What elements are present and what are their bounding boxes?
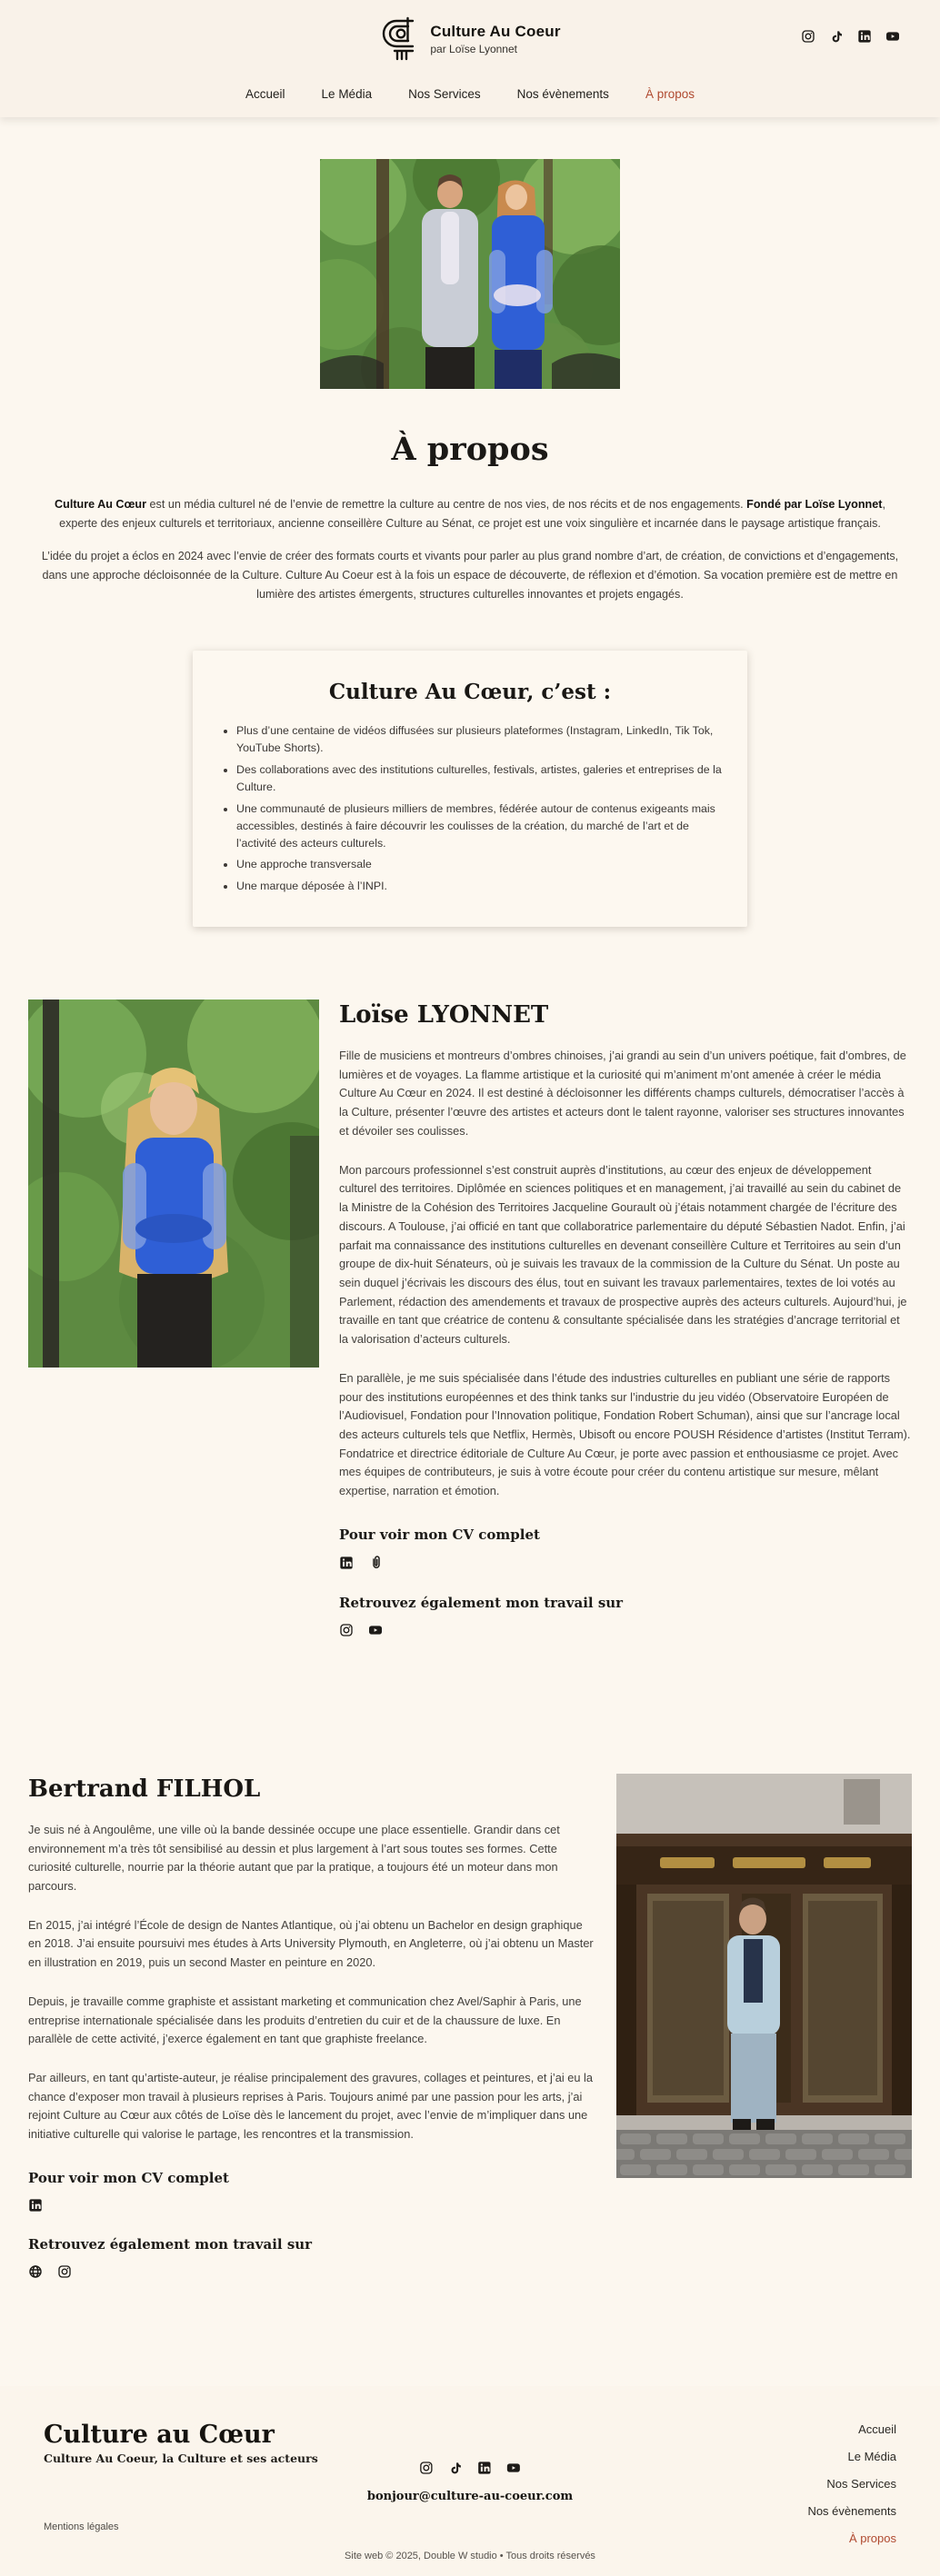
list-item: • Une communauté de plusieurs milliers de membres, fédérée autour de contenus exigeants mais accessibles, destinés à faire découvrir les coulisses de la création, du marché de l’art et de l’activité des acteurs culturels.: [236, 801, 724, 852]
logo-title: Culture Au Coeur: [430, 23, 561, 40]
bertrand-name: Bertrand FILHOL: [28, 1775, 261, 1803]
loise-paragraph-4: Fondatrice et directrice éditoriale de Culture Au Cœur, je porte avec passion et enthousiasme ce projet. Avec mes équipes de contributeurs, je suis à votre écoute pour créer du contenu artistique sur mesure, mêlant expertise, narration et émotion.: [339, 1446, 899, 1498]
footer-grid: [44, 2422, 896, 2545]
loise-work-links: [339, 1623, 912, 1637]
globe-icon[interactable]: [28, 2264, 43, 2279]
bertrand-photo: [616, 1774, 912, 2178]
site-logo[interactable]: [379, 14, 560, 65]
footer-navigation: [807, 2422, 896, 2545]
bertrand-paragraph-2: En 2015, j’ai intégré l’École de design de Nantes Atlantique, où j’ai obtenu un Bachelor en design graphique en 2018. J’ai ensuite poursuivi mes études à Arts University Plymouth, en Angleterre, où j’ai obtenu un Master en illustration en 2019, puis un second Master en peinture en 2020.: [28, 1917, 594, 1970]
about-p1-bold-2: Fondé par Loïse Lyonnet: [746, 498, 883, 511]
loise-cv-links: [339, 1555, 912, 1571]
site-header: [0, 0, 940, 117]
instagram-icon[interactable]: [801, 29, 815, 44]
youtube-icon[interactable]: [885, 29, 900, 44]
footer-link-accueil[interactable]: Accueil: [858, 2422, 896, 2436]
paperclip-icon[interactable]: [368, 1555, 385, 1571]
footer-brand-block: [44, 2422, 318, 2534]
youtube-icon[interactable]: [368, 1623, 383, 1637]
main-navigation: [0, 78, 940, 117]
loise-text: [339, 1000, 912, 1637]
list-item: • Une marque déposée à l’INPI.: [236, 878, 724, 895]
nav-item-nos-services[interactable]: Nos Services: [408, 87, 481, 101]
instagram-icon[interactable]: [339, 1623, 354, 1637]
loise-work-label: Retrouvez également mon travail sur: [339, 1594, 624, 1611]
list-item: • Plus d’une centaine de vidéos diffusées sur plusieurs plateformes (Instagram, LinkedIn, Tik Tok, YouTube Shorts).: [236, 722, 724, 757]
copyright-text: Site web © 2025, Double W studio • Tous droits réservés: [345, 2550, 595, 2561]
footer-link-a-propos[interactable]: À propos: [848, 2531, 896, 2545]
section-bertrand: [28, 1774, 912, 2279]
nav-item-le-media[interactable]: Le Média: [321, 87, 373, 101]
youtube-icon[interactable]: [506, 2461, 521, 2475]
about-p1-bold-1: Culture Au Cœur: [55, 498, 147, 511]
hero-photo: [320, 159, 620, 389]
about-p1-text-1: est un média culturel né de l’envie de remettre la culture au centre de nos vies, de nos récits et de nos engagements.: [146, 498, 747, 511]
footer-tagline: Culture Au Coeur, la Culture et ses acteurs: [44, 2452, 318, 2466]
bertrand-cv-links: [28, 2198, 596, 2213]
logo-mark-icon: [379, 14, 421, 65]
bertrand-paragraph-3: Depuis, je travaille comme graphiste et assistant marketing et communication chez Avel/Saphir à Paris, une entreprise internationale spécialisée dans les produits d’entretien du cuir et de la chaussure de luxe. En parallèle de cette activité, j’exerce également en tant que graphiste freelance.: [28, 1994, 582, 2046]
loise-photo: [28, 1000, 319, 1368]
about-paragraph-2: L’idée du projet a éclos en 2024 avec l’envie de créer des formats courts et vivants pour parler au plus grand nombre d’art, de création, de convictions et d’engagements, dans une approche décloisonnée de la Culture. Culture Au Coeur est à la fois un espace de découverte, de réflexion et d’émotion. Sa vocation première est de mettre en lumière des artistes émergents, structures culturelles innovantes et projets engagés.: [41, 549, 899, 601]
loise-paragraph-1: Fille de musiciens et montreurs d’ombres chinoises, j’ai grandi au sein d’un univers poétique, fait d’ombres, de lumières et de voyages. La flamme artistique et la curiosité qui m’animent m’ont amenée à créer le média Culture Au Cœur en 2024. Il est destiné à décloisonner les différents champs culturels, démocratiser l’accès à la Culture, présenter l’œuvre des artistes et acteurs dont le talent rayonne, valoriser ses structures innovantes et dévoiler ses coulisses.: [339, 1049, 906, 1138]
header-top: [0, 0, 940, 78]
footer-link-nos-services[interactable]: Nos Services: [826, 2476, 896, 2491]
linkedin-icon[interactable]: [339, 1556, 354, 1570]
bertrand-text: [28, 1774, 596, 2279]
linkedin-icon[interactable]: [477, 2461, 492, 2475]
loise-cv-label: Pour voir mon CV complet: [339, 1526, 540, 1543]
about-p1-text-2: , experte des enjeux culturels et territoriaux, ancienne conseillère Culture au Sénat, ce projet est une voix singulière et incarnée dans le paysage artistique français.: [59, 498, 885, 530]
nav-item-a-propos[interactable]: À propos: [645, 87, 695, 101]
linkedin-icon[interactable]: [857, 29, 872, 44]
linkedin-icon[interactable]: [28, 2198, 43, 2213]
site-footer: [0, 2386, 940, 2576]
loise-paragraph-3: En parallèle, je me suis spécialisée dans l’étude des industries culturelles en publiant une série de rapports pour des institutions européennes et des think tanks sur l’industrie du jeu vidéo (Observatoire Européen de l’Audiovisuel, Fondation pour l’Innovation politique, Fondation Robert Schuman), ainsi que sur l’ancrage local des acteurs culturels tels que Netflix, Hermès, Ubisoft ou encore POUSH Résidence d’artistes (Institut Terram).: [339, 1370, 911, 1441]
instagram-icon[interactable]: [419, 2461, 434, 2475]
header-social-links: [801, 29, 900, 44]
bertrand-cv-label: Pour voir mon CV complet: [28, 2169, 229, 2186]
nav-item-nos-evenements[interactable]: Nos évènements: [516, 87, 609, 101]
footer-link-nos-evenements[interactable]: Nos évènements: [807, 2503, 896, 2518]
logo-subtitle: par Loïse Lyonnet: [430, 43, 517, 55]
footer-social-links: [367, 2461, 573, 2475]
section-loise: [28, 1000, 912, 1637]
contact-email[interactable]: bonjour@culture-au-coeur.com: [366, 2489, 574, 2503]
bertrand-work-links: [28, 2264, 596, 2279]
bertrand-work-label: Retrouvez également mon travail sur: [28, 2235, 313, 2253]
bertrand-paragraph-4: Par ailleurs, en tant qu’artiste-auteur, je réalise principalement des gravures, collages et peintures, et j’ai eu la chance d’exposer mon travail à plusieurs reprises à Paris. Toujours animé par une passion pour les arts, j’ai rejoint Culture au Cœur aux côtés de Loïse dès le lancement du projet, avec l’envie de m’impliquer dans une initiative culturelle qui valorise le partage, les rencontres et la transmission.: [28, 2071, 593, 2142]
page-title: À propos: [391, 431, 549, 468]
legal-link[interactable]: Mentions légales: [44, 2521, 119, 2533]
footer-center: [367, 2461, 573, 2504]
highlights-list: [216, 722, 724, 895]
about-paragraph-1: [37, 495, 903, 533]
footer-link-le-media[interactable]: Le Média: [847, 2449, 896, 2463]
nav-item-accueil[interactable]: Accueil: [245, 87, 285, 101]
bertrand-paragraph-1: Je suis né à Angoulême, une ville où la bande dessinée occupe une place essentielle. Grandir dans cet environnement m’a très tôt sensibilisé au dessin et plus largement à l’art sous toutes ses formes. Cette curiosité culturelle, nourrie par la théorie autant que par la pratique, a toujours été un moteur dans mon parcours.: [28, 1822, 560, 1894]
loise-name: Loïse LYONNET: [339, 1001, 549, 1029]
list-item: • Des collaborations avec des institutions culturelles, festivals, artistes, galeries et entreprises de la Culture.: [236, 761, 724, 796]
highlights-card: [193, 651, 747, 927]
tiktok-icon[interactable]: [448, 2461, 463, 2475]
footer-brand: Culture au Cœur: [44, 2420, 275, 2449]
logo-text: [430, 23, 560, 55]
list-item: • Une approche transversale: [236, 856, 724, 873]
instagram-icon[interactable]: [57, 2264, 72, 2279]
loise-paragraph-2: Mon parcours professionnel s’est construit auprès d’institutions, au cœur des enjeux de développement culturel des territoires. Diplômée en sciences politiques et en management, j’ai travaillé au sein du cabinet de la Ministre de la Cohésion des Territoires Jacqueline Gourault où j’étais notamment chargée de l’écriture des discours. A Toulouse, j’ai officié en tant que collaboratrice parlementaire du député Sébastien Nadot. Enfin, j’ai parfait ma connaissance des institutions culturelles en devenant conseillère Culture et Territoires au sein d’un groupe de dix-huit Sénateurs, où je suivais les travaux de la commission de la Culture du Sénat. Un poste au sein duquel j’écrivais les discours des élus, tout en suivant les travaux parlementaires, textes de loi votés au Parlement, rédaction des amendements et travaux de prospective auprès des acteurs culturels. Aujourd’hui, je travaille en tant que créatrice de contenu & consultante spécialisée dans les stratégies d’ancrage territorial et la valorisation d’acteurs culturels.: [339, 1162, 907, 1347]
tiktok-icon[interactable]: [829, 29, 844, 44]
page-main: [0, 117, 940, 2279]
highlights-card-title: Culture Au Cœur, c’est :: [328, 680, 612, 705]
